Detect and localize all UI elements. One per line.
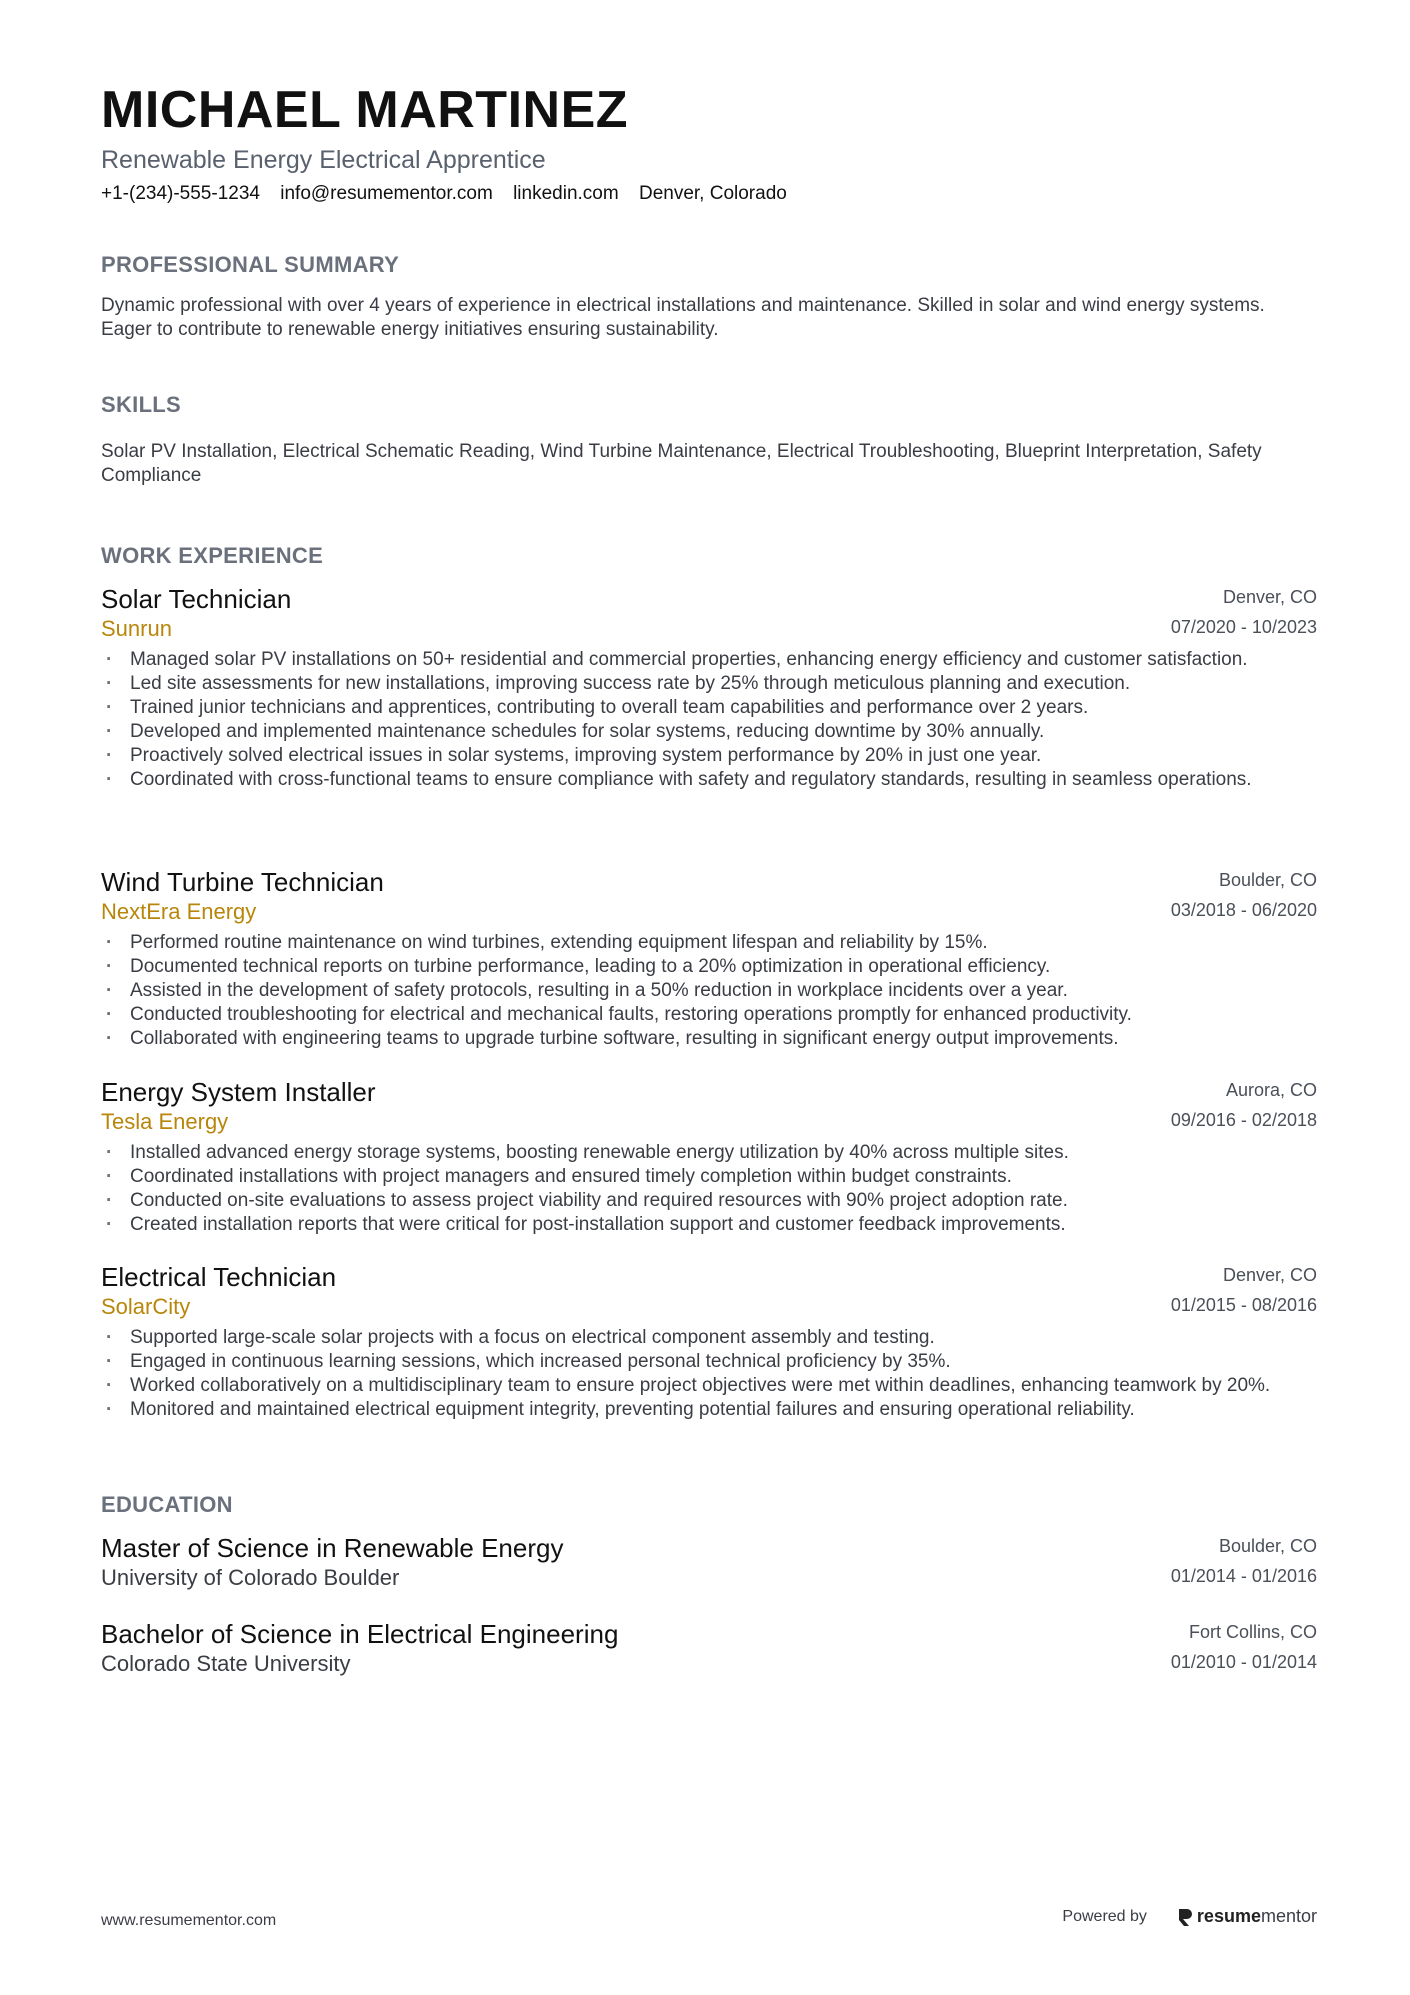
school: Colorado State University [101,1651,351,1676]
edu-dates: 01/2010 - 01/2014 [1170,1652,1317,1672]
job-dates: 03/2018 - 06/2020 [1170,900,1317,920]
degree: Bachelor of Science in Electrical Engineering [101,1619,619,1649]
candidate-name: MICHAEL MARTINEZ [101,81,629,139]
bullet: · Managed solar PV installations on 50+ residential and commercial properties, enhancing energy efficiency and customer satisfaction. [101,648,1317,672]
job-bullets [101,931,1317,1051]
bullet: · Documented technical reports on turbine performance, leading to a 20% optimization in operational efficiency. [101,955,1317,979]
job-entry [101,1077,1317,1237]
linkedin-link[interactable]: linkedin.com [513,183,619,204]
logo-text-light: mentor [1260,1906,1317,1926]
degree: Master of Science in Renewable Energy [101,1533,564,1563]
job-title: Solar Technician [101,584,292,614]
powered-by-label: Powered by [1062,1907,1147,1925]
logo-icon [1177,1907,1193,1927]
skills-heading: SKILLS [101,392,182,417]
footer-website[interactable]: www.resumementor.com [101,1912,277,1929]
bullet: · Proactively solved electrical issues in solar systems, improving system performance by 20% in just one year. [101,744,1317,768]
job-entry [101,584,1317,792]
bullet: · Collaborated with engineering teams to upgrade turbine software, resulting in significant energy output improvements. [101,1027,1317,1051]
job-bullets [101,648,1317,792]
bullet: · Installed advanced energy storage systems, boosting renewable energy utilization by 40% across multiple sites. [101,1141,1317,1165]
school: University of Colorado Boulder [101,1565,400,1590]
summary-text: Dynamic professional with over 4 years of experience in electrical installations and maintenance. Skilled in solar and wind energy systems. Eager to contribute to renewable energy initiatives ensuring sustainability. [101,295,1265,340]
job-title: Energy System Installer [101,1077,376,1107]
edu-location: Fort Collins, CO [1188,1622,1317,1642]
education-entry [101,1533,1317,1593]
job-bullets [101,1141,1317,1237]
edu-location: Boulder, CO [1218,1536,1317,1556]
job-location: Denver, CO [1222,1265,1317,1285]
education-heading: EDUCATION [101,1492,233,1517]
job-entry [101,867,1317,1051]
education-entry [101,1619,1317,1679]
bullet: · Led site assessments for new installations, improving success rate by 25% through meticulous planning and execution. [101,672,1317,696]
job-title: Electrical Technician [101,1262,337,1292]
bullet: · Conducted on-site evaluations to assess project viability and required resources with 90% project adoption rate. [101,1189,1317,1213]
job-company: Tesla Energy [101,1109,229,1134]
candidate-title: Renewable Energy Electrical Apprentice [101,146,546,174]
job-company: SolarCity [101,1294,191,1319]
bullet: · Conducted troubleshooting for electrical and mechanical faults, restoring operations promptly for enhanced productivity. [101,1003,1317,1027]
resumementor-logo[interactable] [1177,1906,1317,1927]
job-entry [101,1262,1317,1422]
job-location: Aurora, CO [1225,1080,1317,1100]
job-bullets [101,1326,1317,1422]
bullet: · Engaged in continuous learning sessions, which increased personal technical proficiency by 35%. [101,1350,1317,1374]
bullet: · Performed routine maintenance on wind turbines, extending equipment lifespan and reliability by 15%. [101,931,1317,955]
bullet: · Trained junior technicians and apprentices, contributing to overall team capabilities and performance over 2 years. [101,696,1317,720]
experience-heading: WORK EXPERIENCE [101,543,324,568]
job-dates: 09/2016 - 02/2018 [1170,1110,1317,1130]
logo-text-bold: resume [1196,1906,1261,1926]
bullet: · Coordinated with cross-functional teams to ensure compliance with safety and regulatory standards, resulting in seamless operations. [101,768,1317,792]
job-company: NextEra Energy [101,899,257,924]
job-title: Wind Turbine Technician [101,867,384,897]
contact-line [101,183,802,205]
location: Denver, Colorado [638,183,787,204]
job-location: Denver, CO [1222,587,1317,607]
skills-text: Solar PV Installation, Electrical Schematic Reading, Wind Turbine Maintenance, Electrical Troubleshooting, Blueprint Interpretation, Safety Compliance [101,441,1262,486]
bullet: · Developed and implemented maintenance schedules for solar systems, reducing downtime by 30% annually. [101,720,1317,744]
bullet: · Worked collaboratively on a multidisciplinary team to ensure project objectives were met within deadlines, enhancing teamwork by 20%. [101,1374,1317,1398]
job-location: Boulder, CO [1218,870,1317,890]
job-company: Sunrun [101,616,172,641]
email[interactable]: info@resumementor.com [280,183,493,204]
bullet: · Monitored and maintained electrical equipment integrity, preventing potential failures and ensuring operational reliability. [101,1398,1317,1422]
phone: +1-(234)-555-1234 [101,183,260,204]
bullet: · Created installation reports that were critical for post-installation support and customer feedback improvements. [101,1213,1317,1237]
footer-branding [1062,1906,1317,1927]
edu-dates: 01/2014 - 01/2016 [1170,1566,1317,1586]
job-dates: 07/2020 - 10/2023 [1170,617,1317,637]
bullet: · Assisted in the development of safety protocols, resulting in a 50% reduction in workplace incidents over a year. [101,979,1317,1003]
job-dates: 01/2015 - 08/2016 [1170,1295,1317,1315]
summary-heading: PROFESSIONAL SUMMARY [101,252,400,277]
bullet: · Coordinated installations with project managers and ensured timely completion within budget constraints. [101,1165,1317,1189]
bullet: · Supported large-scale solar projects with a focus on electrical component assembly and testing. [101,1326,1317,1350]
